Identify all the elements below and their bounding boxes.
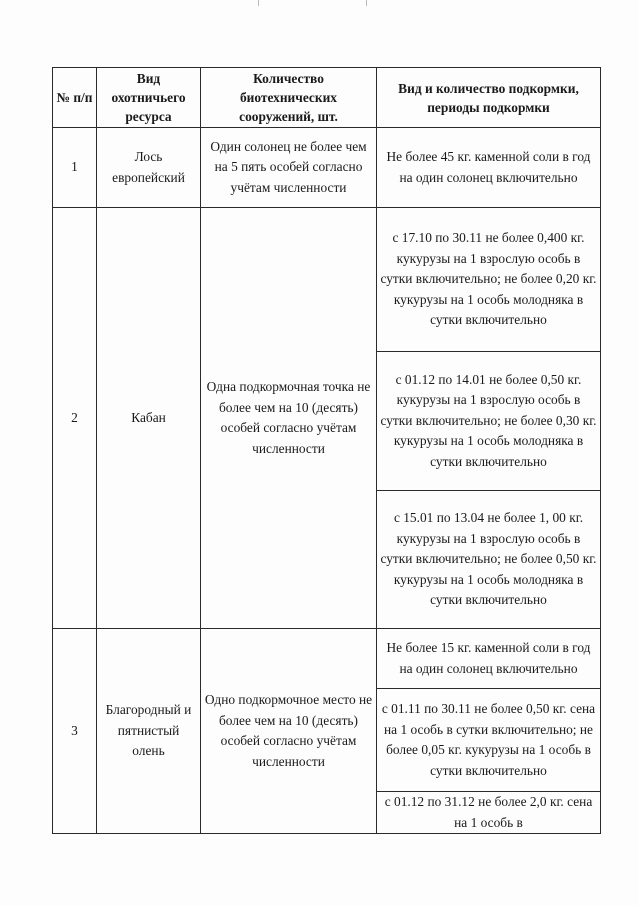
row-feeding-period: Не более 15 кг. каменной соли в год на один солонец включительно [377,629,601,689]
row-structures: Одна подкормочная точка не более чем на 10 (десять) особей согласно учётам численности [201,208,377,629]
scan-top-marks [0,0,639,10]
row-feeding-period: с 01.12 по 14.01 не более 0,50 кг. кукурузы на 1 взрослую особь в сутки включительно; не более 0,30 кг. кукурузы на 1 особь молодняка в сутки включительно [377,352,601,491]
row-number: 3 [53,629,97,834]
header-resource: Вид охотничьего ресурса [97,68,201,128]
row-feeding-period: с 01.11 по 30.11 не более 0,50 кг. сена на 1 особь в сутки включительно; не более 0,05 кг. кукурузы на 1 особь в сутки включительно [377,689,601,792]
row-structures: Одно подкормочное место не более чем на 10 (десять) особей согласно учётам численности [201,629,377,834]
row-feeding-period: с 01.12 по 31.12 не более 2,0 кг. сена на 1 особь в [377,792,601,834]
feeding-table [52,67,601,834]
header-number: № п/п [53,68,97,128]
row-feeding-period: с 17.10 по 30.11 не более 0,400 кг. кукурузы на 1 взрослую особь в сутки включительно; не более 0,20 кг. кукурузы на 1 особь молодняка в сутки включительно [377,208,601,352]
row-resource: Благородный и пятнистый олень [97,629,201,834]
header-structures: Количество биотехнических сооружений, шт. [201,68,377,128]
row-number: 2 [53,208,97,629]
row-feeding: Не более 45 кг. каменной соли в год на один солонец включительно [377,128,601,208]
row-resource: Кабан [97,208,201,629]
row-feeding-period: с 15.01 по 13.04 не более 1, 00 кг. кукурузы на 1 взрослую особь в сутки включительно; не более 0,50 кг. кукурузы на 1 особь молодняка в сутки включительно [377,491,601,629]
row-resource: Лось европейский [97,128,201,208]
header-feeding: Вид и количество подкормки, периоды подкормки [377,68,601,128]
table-row [53,208,601,352]
table-header-row [53,68,601,128]
row-structures: Один солонец не более чем на 5 пять особей согласно учётам численности [201,128,377,208]
row-number: 1 [53,128,97,208]
table-row [53,128,601,208]
table-row [53,629,601,689]
